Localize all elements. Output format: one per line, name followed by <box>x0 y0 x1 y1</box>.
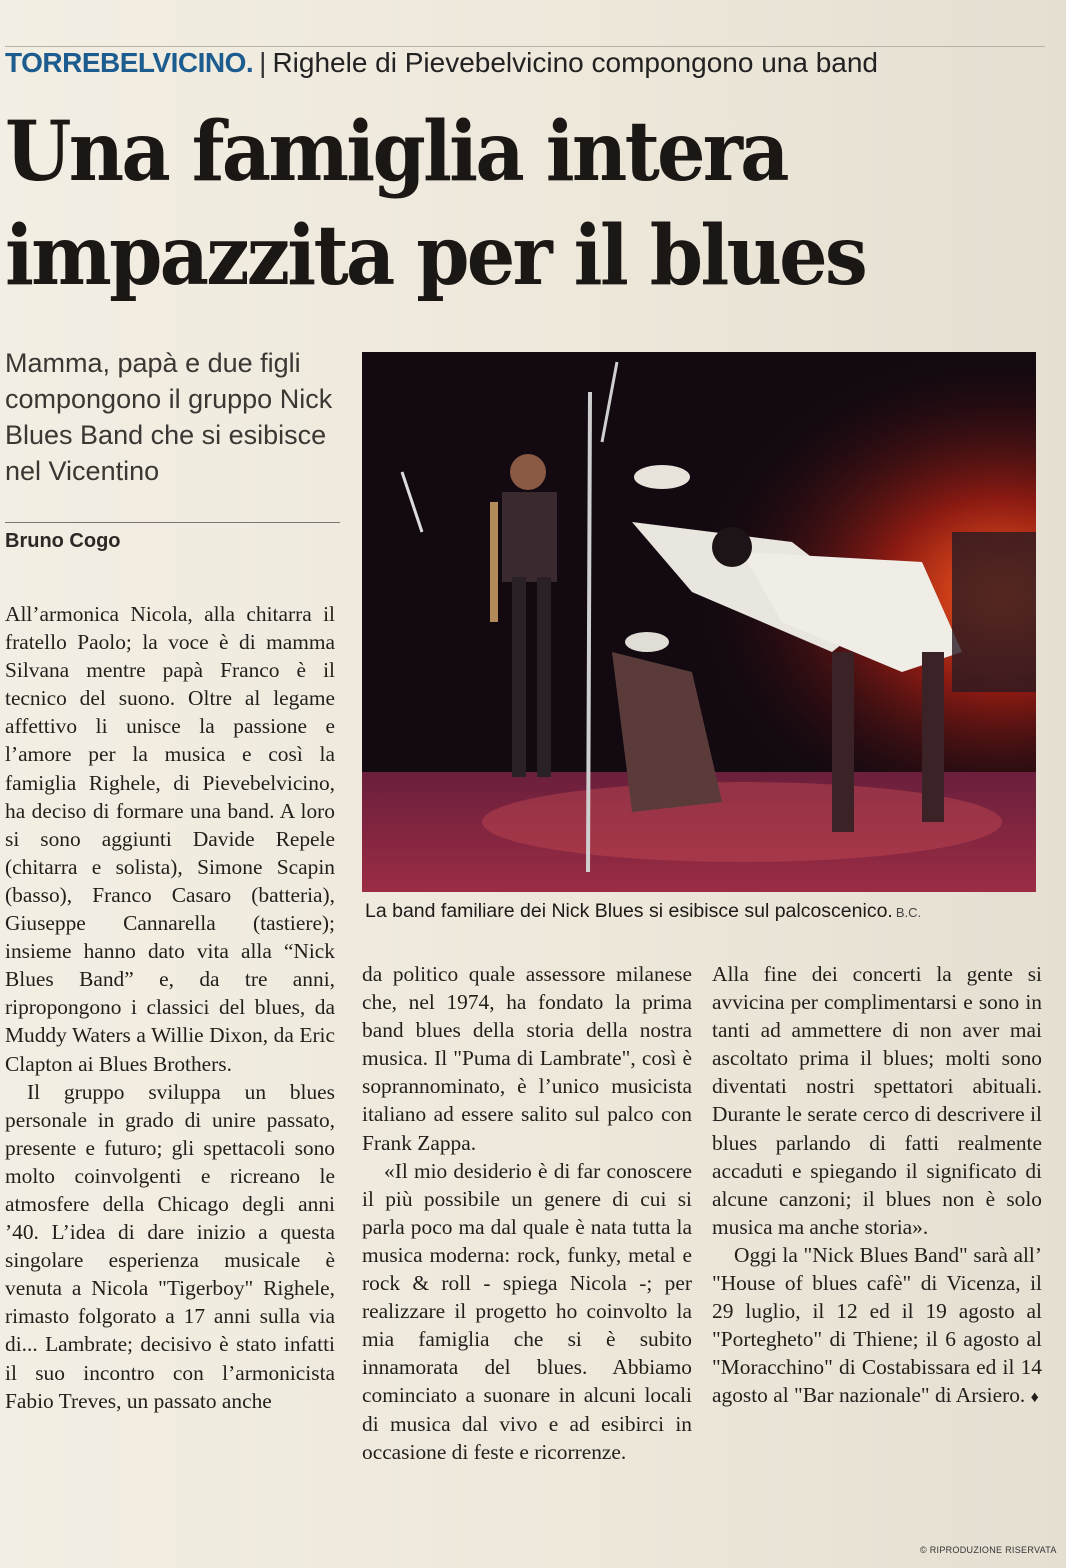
headline <box>5 100 972 308</box>
body-paragraph: da politico quale assessore milanese che, nel 1974, ha fondato la prima band blues della storia della nostra musica. Il "Puma di Lambrate", così è soprannominato, è l’unico musicista italiano ad essere salito sul palco con Frank Zappa. <box>362 962 692 1155</box>
photo-credit: B.C. <box>895 905 922 920</box>
photo-caption <box>365 900 1045 923</box>
body-paragraph: Alla fine dei concerti la gente si avvicina per complimentarsi e sono in tanti ad ammettere di non aver mai ascoltato prima il blues; molti sono diventati nostri spettatori abituali. Durante le serate cerco di descrivere il blues parlando di fatti realmente accaduti e spiegando il significato di alcune canzoni; il blues non è solo musica ma anche storia». <box>712 962 1042 1239</box>
headline-line-2: impazzita per il blues <box>5 208 866 304</box>
body-column-2 <box>362 960 692 1466</box>
body-column-1 <box>5 600 335 1415</box>
body-paragraph: Il gruppo sviluppa un blues personale in grado di unire passato, presente e futuro; gli spettacoli sono molto coinvolgenti e ricreano le atmosfere della Chicago degli anni ’40. L’idea di dare inizio a questa singolare esperienza musicale è venuta a Nicola "Tigerboy" Righele, rimasto folgorato a 17 anni sulla via di... Lambrate; decisivo è stato infatti il suo incontro con l’armonicista Fabio Treves, un passato anche <box>5 1079 335 1413</box>
body-paragraph <box>712 1241 1042 1413</box>
kicker <box>5 46 1045 87</box>
headline-line-1: Una famiglia intera <box>5 104 787 200</box>
body-paragraph: All’armonica Nicola, alla chitarra il fratello Paolo; la voce è di mamma Silvana mentre papà Franco è il tecnico del suono. Oltre al legame affettivo li unisce la passione e l’amore per la musica e così la famiglia Righele, di Pievebelvicino, ha deciso di formare una band. A loro si sono aggiunti Davide Repele (chitarra e solista), Simone Scapin (basso), Franco Casaro (batteria), Giuseppe Cannarella (tastiere); insieme hanno dato vita alla “Nick Blues Band” e, da tre anni, ripropongono i classici del blues, da Muddy Waters a Willie Dixon, da Eric Clapton ai Blues Brothers. <box>5 602 335 1076</box>
closing-text: Oggi la "Nick Blues Band" sarà all’ "House of blues cafè" di Vicenza, il 29 luglio, il 12 ed il 19 agosto al "Portegheto" di Thiene; il 6 agosto al "Moracchino" di Costabissara ed il 14 agosto al "Bar nazionale" di Arsiero. <box>712 1242 1042 1408</box>
end-mark-icon: ♦ <box>1030 1389 1039 1407</box>
kicker-subject: Righele di Pievebelvicino compongono una band <box>272 47 878 78</box>
byline-rule <box>5 522 340 523</box>
byline: Bruno Cogo <box>5 530 121 552</box>
kicker-separator: | <box>259 47 267 78</box>
deck: Mamma, papà e due figli compongono il gruppo Nick Blues Band che si esibisce nel Vicentino <box>5 348 333 486</box>
concert-photo <box>362 352 1036 892</box>
copyright-notice: © RIPRODUZIONE RISERVATA <box>920 1545 1057 1555</box>
caption-text: La band familiare dei Nick Blues si esibisce sul palcoscenico. <box>365 900 893 922</box>
body-column-3 <box>712 960 1042 1413</box>
concert-photo-image <box>362 352 1036 892</box>
kicker-place: TORREBELVICINO. <box>5 47 254 78</box>
body-paragraph: «Il mio desiderio è di far conoscere il più possibile un genere di cui si parla poco ma dal quale è nata tutta la musica moderna: rock, funky, metal e rock & roll - spiega Nicola -; per realizzare il progetto ho coinvolto la mia famiglia che si è subito innamorata del blues. Abbiamo cominciato a suonare in alcuni locali di musica dal vivo e ad esibirci in occasione di feste e ricorrenze. <box>362 1158 692 1464</box>
